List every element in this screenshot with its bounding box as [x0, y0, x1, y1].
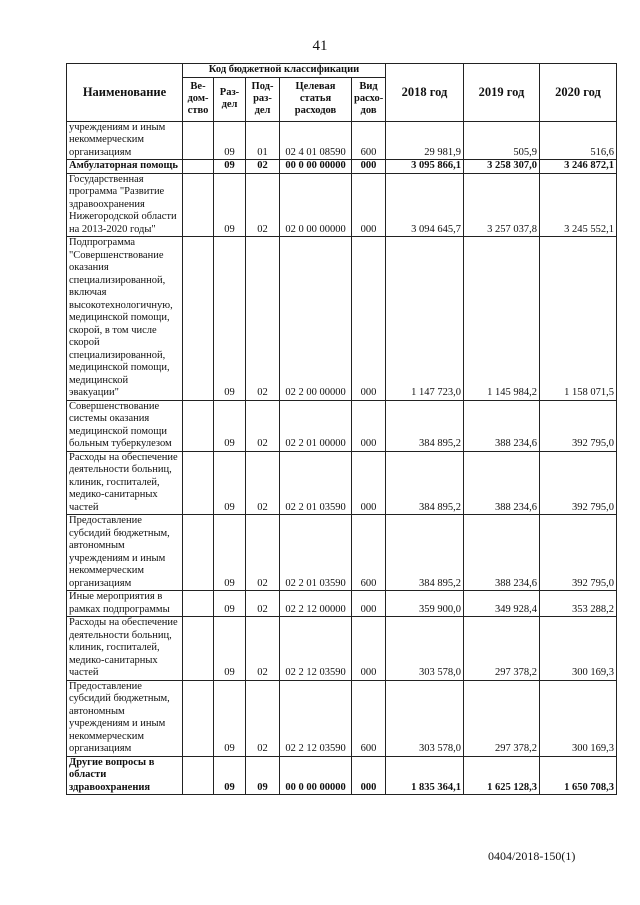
row-expense-type: 600 [352, 515, 386, 591]
row-razdel: 09 [214, 173, 246, 237]
row-expense-type: 000 [352, 400, 386, 451]
row-expense-type: 000 [352, 591, 386, 617]
row-razdel: 09 [214, 400, 246, 451]
row-podrazdel: 02 [246, 591, 280, 617]
row-name: Расходы на обеспечение деятельности больниц, клиник, госпиталей, медико-санитарных частей [67, 617, 183, 681]
row-vedomstvo [183, 756, 214, 795]
table-row [67, 400, 617, 451]
row-amount-2020: 353 288,2 [540, 591, 617, 617]
table-row [67, 617, 617, 681]
row-target-article: 02 2 00 00000 [280, 237, 352, 401]
document-code: 0404/2018-150(1) [488, 849, 576, 863]
row-podrazdel: 01 [246, 121, 280, 160]
row-amount-2019: 349 928,4 [464, 591, 540, 617]
row-amount-2020: 392 795,0 [540, 451, 617, 515]
row-amount-2018: 29 981,9 [386, 121, 464, 160]
row-amount-2020: 1 158 071,5 [540, 237, 617, 401]
row-name: Совершенствование системы оказания медицинской помощи больным туберкулезом [67, 400, 183, 451]
table-row [67, 680, 617, 756]
table-body [67, 121, 617, 795]
row-target-article: 00 0 00 00000 [280, 756, 352, 795]
row-vedomstvo [183, 160, 214, 174]
row-amount-2019: 297 378,2 [464, 617, 540, 681]
row-vedomstvo [183, 173, 214, 237]
row-target-article: 02 2 12 00000 [280, 591, 352, 617]
row-podrazdel: 02 [246, 160, 280, 174]
row-razdel: 09 [214, 617, 246, 681]
row-target-article: 02 0 00 00000 [280, 173, 352, 237]
table-row [67, 591, 617, 617]
row-podrazdel: 09 [246, 756, 280, 795]
row-expense-type: 000 [352, 756, 386, 795]
row-target-article: 02 4 01 08590 [280, 121, 352, 160]
row-razdel: 09 [214, 756, 246, 795]
row-razdel: 09 [214, 515, 246, 591]
row-expense-type: 000 [352, 617, 386, 681]
budget-table [66, 63, 617, 795]
row-name: Подпрограмма "Совершенствование оказания специализированной, включая высокотехнологичную, медицинской помощи, скорой, в том числе скорой специализированной, медицинской помощи, медицинской эвакуации" [67, 237, 183, 401]
row-name: Государственная программа "Развитие здравоохранения Нижегородской области на 2013-2020 годы" [67, 173, 183, 237]
row-expense-type: 000 [352, 160, 386, 174]
row-podrazdel: 02 [246, 173, 280, 237]
table-row [67, 515, 617, 591]
row-amount-2018: 303 578,0 [386, 680, 464, 756]
row-target-article: 02 2 12 03590 [280, 617, 352, 681]
row-podrazdel: 02 [246, 451, 280, 515]
row-vedomstvo [183, 515, 214, 591]
row-amount-2018: 384 895,2 [386, 515, 464, 591]
row-expense-type: 600 [352, 121, 386, 160]
row-amount-2018: 303 578,0 [386, 617, 464, 681]
row-amount-2020: 516,6 [540, 121, 617, 160]
row-podrazdel: 02 [246, 515, 280, 591]
page-number: 41 [312, 38, 328, 54]
row-amount-2019: 3 257 037,8 [464, 173, 540, 237]
row-amount-2018: 1 147 723,0 [386, 237, 464, 401]
row-name: Иные мероприятия в рамках подпрограммы [67, 591, 183, 617]
row-amount-2018: 3 094 645,7 [386, 173, 464, 237]
row-amount-2018: 1 835 364,1 [386, 756, 464, 795]
row-name: учреждениям и иным некоммерческим организациям [67, 121, 183, 160]
row-amount-2019: 388 234,6 [464, 515, 540, 591]
row-razdel: 09 [214, 591, 246, 617]
header-vid: Вид расхо- дов [352, 77, 386, 121]
row-amount-2019: 388 234,6 [464, 400, 540, 451]
row-name: Амбулаторная помощь [67, 160, 183, 174]
header-2020: 2020 год [540, 64, 617, 122]
row-amount-2019: 388 234,6 [464, 451, 540, 515]
header-2019: 2019 год [464, 64, 540, 122]
row-expense-type: 000 [352, 173, 386, 237]
row-podrazdel: 02 [246, 400, 280, 451]
row-target-article: 00 0 00 00000 [280, 160, 352, 174]
row-razdel: 09 [214, 160, 246, 174]
row-amount-2020: 300 169,3 [540, 680, 617, 756]
row-amount-2020: 1 650 708,3 [540, 756, 617, 795]
row-amount-2020: 3 245 552,1 [540, 173, 617, 237]
row-razdel: 09 [214, 237, 246, 401]
row-vedomstvo [183, 237, 214, 401]
row-name: Предоставление субсидий бюджетным, автономным учреждениям и иным некоммерческим организациям [67, 515, 183, 591]
row-amount-2019: 3 258 307,0 [464, 160, 540, 174]
row-expense-type: 000 [352, 237, 386, 401]
table-row [67, 173, 617, 237]
header-name: Наименование [67, 64, 183, 122]
row-expense-type: 600 [352, 680, 386, 756]
table-row [67, 756, 617, 795]
row-amount-2020: 300 169,3 [540, 617, 617, 681]
table-row [67, 451, 617, 515]
row-target-article: 02 2 01 03590 [280, 515, 352, 591]
row-podrazdel: 02 [246, 237, 280, 401]
row-name: Предоставление субсидий бюджетным, автономным учреждениям и иным некоммерческим организациям [67, 680, 183, 756]
row-target-article: 02 2 01 00000 [280, 400, 352, 451]
row-amount-2020: 392 795,0 [540, 515, 617, 591]
table-row [67, 121, 617, 160]
row-name: Расходы на обеспечение деятельности больниц, клиник, госпиталей, медико-санитарных частей [67, 451, 183, 515]
row-amount-2018: 384 895,2 [386, 451, 464, 515]
table-row [67, 160, 617, 174]
row-amount-2019: 297 378,2 [464, 680, 540, 756]
row-amount-2020: 3 246 872,1 [540, 160, 617, 174]
row-amount-2018: 3 095 866,1 [386, 160, 464, 174]
row-podrazdel: 02 [246, 617, 280, 681]
row-target-article: 02 2 12 03590 [280, 680, 352, 756]
header-code-group: Код бюджетной классификации [183, 64, 386, 78]
row-vedomstvo [183, 121, 214, 160]
table-row [67, 237, 617, 401]
row-podrazdel: 02 [246, 680, 280, 756]
header-razdel: Раз- дел [214, 77, 246, 121]
row-vedomstvo [183, 680, 214, 756]
row-razdel: 09 [214, 451, 246, 515]
row-razdel: 09 [214, 121, 246, 160]
row-expense-type: 000 [352, 451, 386, 515]
row-amount-2019: 1 625 128,3 [464, 756, 540, 795]
header-target: Целевая статья расходов [280, 77, 352, 121]
row-vedomstvo [183, 400, 214, 451]
row-vedomstvo [183, 451, 214, 515]
header-podrazdel: Под- раз- дел [246, 77, 280, 121]
header-2018: 2018 год [386, 64, 464, 122]
header-vedomstvo: Ве- дом- ство [183, 77, 214, 121]
row-amount-2019: 505,9 [464, 121, 540, 160]
row-vedomstvo [183, 591, 214, 617]
row-name: Другие вопросы в области здравоохранения [67, 756, 183, 795]
row-razdel: 09 [214, 680, 246, 756]
row-amount-2018: 359 900,0 [386, 591, 464, 617]
row-amount-2020: 392 795,0 [540, 400, 617, 451]
row-amount-2019: 1 145 984,2 [464, 237, 540, 401]
row-vedomstvo [183, 617, 214, 681]
row-target-article: 02 2 01 03590 [280, 451, 352, 515]
row-amount-2018: 384 895,2 [386, 400, 464, 451]
